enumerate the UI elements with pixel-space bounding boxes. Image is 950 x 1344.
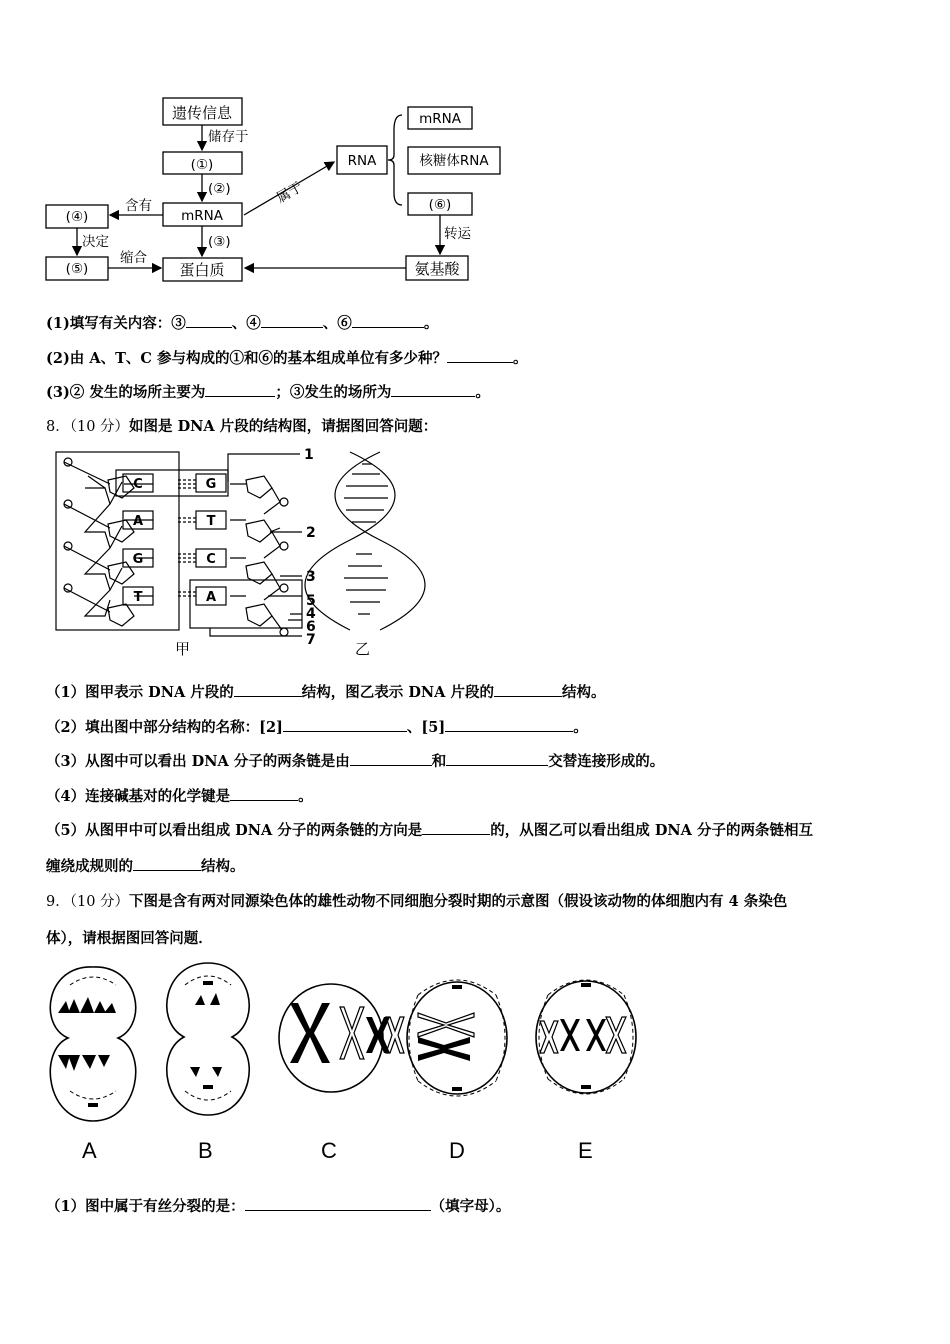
base-right-4: A: [205, 590, 217, 605]
base-right-2: T: [206, 514, 216, 529]
transport-label: 转运: [444, 226, 471, 242]
box-4: (④): [65, 209, 89, 225]
q7-subquestion-1: (1)填写有关内容：③ 、④ 、⑥ 。: [46, 315, 439, 332]
belongs-to-label: 属于: [274, 179, 306, 207]
mrna-box: mRNA: [181, 208, 223, 224]
cell-label-c: C: [321, 1138, 337, 1163]
amino-acid-box: 氨基酸: [414, 260, 460, 278]
label-jia: 甲: [175, 640, 191, 658]
dna-structure-figure: [50, 440, 470, 660]
q8-subquestion-5-line1: （5）从图甲中可以看出组成 DNA 分子的两条链的方向是 的，从图乙可以看出组成 DNA 分子的两条链相互: [46, 822, 813, 839]
cell-c-membrane: [279, 984, 383, 1092]
base-right-3: C: [206, 552, 216, 567]
label-number-4: 4: [306, 606, 316, 622]
base-right-1: G: [205, 477, 217, 492]
label-number-5: 5: [306, 593, 316, 609]
base-left-1: C: [133, 477, 143, 492]
q8-heading: 8．（10 分）如图是 DNA 片段的结构图，请据图回答问题：: [46, 418, 438, 435]
gene-expression-flowchart: [40, 95, 520, 290]
label-number-1: 1: [304, 447, 314, 463]
base-left-4: T: [133, 590, 143, 605]
cell-b-membrane: [167, 963, 249, 1115]
condense-label: 缩合: [120, 250, 147, 266]
box-1: (①): [190, 157, 214, 173]
cell-e-membrane: [536, 981, 636, 1093]
label-yi: 乙: [355, 640, 371, 658]
base-left-2: A: [132, 514, 144, 529]
q8-subquestion-2: （2）填出图中部分结构的名称：[2] 、[5] 。: [46, 719, 588, 736]
cell-label-b: B: [198, 1138, 213, 1163]
stored-in-label: 储存于: [208, 129, 249, 145]
cell-a-membrane: [50, 967, 135, 1121]
genetic-info-box: 遗传信息: [171, 104, 233, 122]
q8-subquestion-4: （4）连接碱基对的化学键是 。: [46, 788, 313, 805]
cell-label-a: A: [82, 1138, 97, 1163]
box-6: (⑥): [428, 197, 452, 213]
label-number-7: 7: [306, 632, 316, 648]
label-number-6: 6: [306, 619, 316, 635]
q7-subquestion-3: (3)② 发生的场所主要为 ；③发生的场所为 。: [46, 384, 490, 401]
protein-box: 蛋白质: [179, 261, 225, 279]
q8-subquestion-1: （1）图甲表示 DNA 片段的 结构，图乙表示 DNA 片段的 结构。: [46, 684, 606, 701]
box-5: (⑤): [65, 261, 89, 277]
cell-division-figure: [40, 955, 650, 1135]
label-number-2: 2: [306, 525, 316, 541]
cell-label-d: D: [449, 1138, 465, 1163]
arrow-3-label: (③): [208, 234, 231, 250]
cell-d-membrane: [407, 982, 507, 1094]
q8-subquestion-5-line2: 缠绕成规则的 结构。: [46, 858, 245, 875]
cell-label-e: E: [578, 1138, 593, 1163]
q7-subquestion-2: (2)由 A、T、C 参与构成的①和⑥的基本组成单位有多少种？ 。: [46, 350, 528, 367]
decides-label: 决定: [82, 234, 109, 250]
rna-type-ribosomal: 核糖体RNA: [419, 153, 489, 169]
contains-label: 含有: [125, 198, 152, 214]
q9-subquestion-1: （1）图中属于有丝分裂的是： （填字母）。: [46, 1198, 511, 1215]
rna-box: RNA: [347, 153, 377, 169]
arrow-2-label: (②): [208, 181, 231, 197]
rna-type-mrna: mRNA: [419, 111, 461, 127]
q8-subquestion-3: （3）从图中可以看出 DNA 分子的两条链是由 和 交替连接形成的。: [46, 753, 665, 770]
q9-heading-line2: 体），请根据图回答问题．: [46, 930, 213, 947]
base-left-3: G: [132, 552, 144, 567]
label-number-3: 3: [306, 569, 316, 585]
q9-heading-line1: 9．（10 分）下图是含有两对同源染色体的雄性动物不同细胞分裂时期的示意图（假设该动物的体细胞内有 4 条染色: [46, 893, 788, 910]
